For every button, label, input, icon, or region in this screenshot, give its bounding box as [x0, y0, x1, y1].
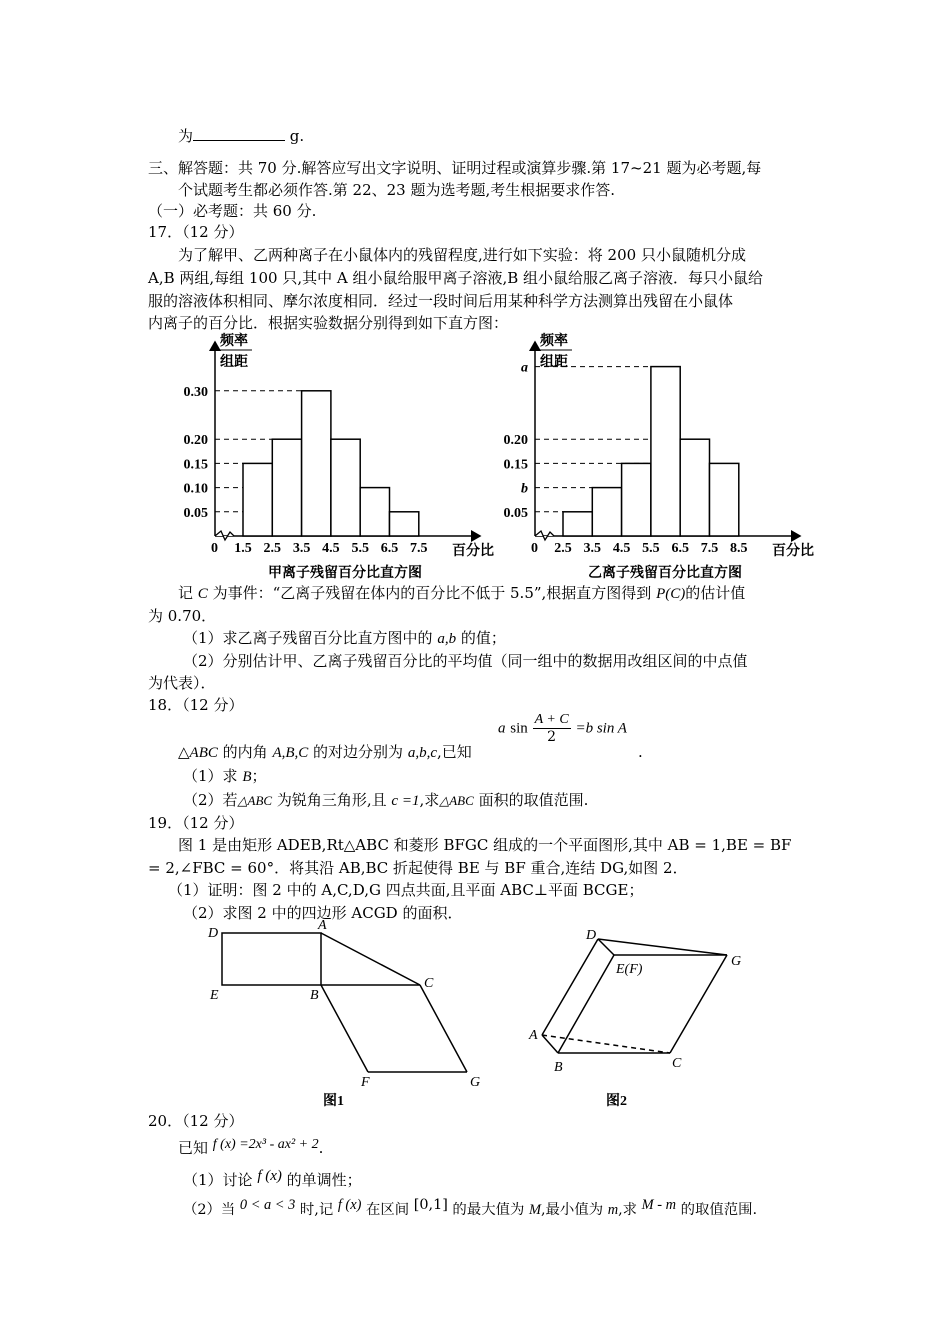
seg-dg: [598, 939, 727, 955]
section-heading: 三、解答题：共 70 分.解答应写出文字说明、证明过程或演算步骤.第 17~21 题为必考题,每: [148, 159, 762, 177]
label-C: C: [672, 1056, 682, 1071]
x-tick-label: 5.5: [351, 541, 369, 556]
q17-sub2: （2）分别估计甲、乙离子残留百分比的平均值（同一组中的数据用改组区间的中点值: [183, 652, 748, 670]
seg-bf: [321, 985, 368, 1072]
q19-text: 图 1 是由矩形 ADEB,Rt△ABC 和菱形 BFGC 组成的一个平面图形,其中 AB = 1,BE = BF: [178, 836, 792, 854]
q17-event: 记 C 为事件：“乙离子残留在体内的百分比不低于 5.5”,根据直方图得到 P(C)的估计值: [178, 584, 746, 602]
q17-text: 服的溶液体积相同、摩尔浓度相同．经过一段时间后用某种科学方法测算出残留在小鼠体: [148, 292, 734, 310]
seg-da: [542, 939, 598, 1035]
label-B: B: [554, 1060, 563, 1075]
histogram-bar: [710, 463, 739, 536]
histogram-bar: [243, 463, 272, 536]
chart-title: 乙离子残留百分比直方图: [588, 566, 742, 581]
seg-cg: [420, 985, 467, 1072]
y-label-bottom: 组距: [540, 355, 568, 370]
histogram-bar: [651, 367, 680, 536]
q17-text: A,B 两组,每组 100 只,其中 A 组小鼠给服甲离子溶液,B 组小鼠给服乙离子溶液．每只小鼠给: [148, 269, 764, 287]
y-label-top: 频率: [540, 334, 568, 349]
q17-sub1: （1）求乙离子残留百分比直方图中的 a,b 的值；: [183, 629, 506, 647]
y-tick-label: 0.05: [503, 505, 528, 521]
figure-2: [542, 939, 727, 1053]
histogram-bar: [592, 488, 621, 536]
seg-ac: [321, 933, 420, 985]
label-G: G: [470, 1075, 481, 1090]
histogram-bar: [360, 488, 389, 536]
y-tick-label: b: [521, 481, 528, 497]
q19-head: 19．（12 分）: [148, 814, 244, 832]
section-heading-cont: 个试题考生都必须作答.第 22、23 题为选考题,考生根据要求作答.: [178, 181, 616, 199]
x-tick-label: 5.5: [642, 541, 660, 556]
q18-sub1: （1）求 B；: [183, 767, 267, 785]
q17-event-cont: 为 0.70．: [148, 607, 217, 625]
label-D: D: [586, 928, 597, 943]
x-tick-label: 6.5: [380, 541, 399, 556]
histogram-bar: [390, 512, 419, 536]
x-tick-label: 3.5: [292, 541, 311, 556]
fig1-caption: 图1: [323, 1094, 344, 1109]
x-tick-label: 4.5: [612, 541, 631, 556]
histogram-bar: [272, 439, 301, 536]
x-tick-label: 3.5: [583, 541, 602, 556]
histogram-bar: [680, 439, 709, 536]
y-tick-label: 0.15: [183, 457, 208, 473]
histograms: [0, 330, 950, 590]
histogram-bar: [622, 463, 651, 536]
y-tick-label: 0.30: [183, 384, 208, 400]
chart-title: 甲离子残留百分比直方图: [268, 566, 422, 581]
seg-eb: [558, 955, 614, 1053]
required-subheading: （一）必考题：共 60 分.: [148, 202, 317, 220]
q20-sub1: （1）讨论 f (x) 的单调性；: [183, 1168, 362, 1189]
label-A: A: [318, 918, 327, 933]
q18-formula-end: .: [638, 743, 643, 761]
x-axis-label: 百分比: [452, 544, 494, 559]
label-G: G: [731, 954, 742, 969]
q17-text: 为了解甲、乙两种离子在小鼠体内的残留程度,进行如下实验：将 200 只小鼠随机分成: [178, 246, 746, 264]
y-label-top: 频率: [220, 334, 248, 349]
y-tick-label: 0.20: [503, 433, 528, 449]
fill-blank-line: 为 g.: [178, 127, 305, 145]
label-C: C: [424, 976, 434, 991]
origin-label: 0: [211, 541, 218, 556]
x-tick-label: 7.5: [410, 541, 428, 556]
q18-formula: a sin $\frac{A + C}{2}$ =b sin A: [498, 712, 627, 745]
q19-sub1: （1）证明：图 2 中的 A,C,D,G 四点共面,且平面 ABC⊥平面 BCGE；: [168, 881, 644, 899]
y-tick-label: a: [521, 360, 528, 376]
q19-sub2: （2）求图 2 中的四边形 ACGD 的面积．: [183, 904, 463, 922]
q20-text: 已知 f (x) =2x³ - ax² + 2.: [178, 1137, 324, 1157]
y-label-bottom: 组距: [220, 355, 248, 370]
fig2-caption: 图2: [606, 1094, 627, 1109]
seg-ab: [542, 1035, 558, 1053]
histogram-bar: [563, 512, 592, 536]
figure-1: [222, 933, 467, 1072]
q18-text: △ABC 的内角 A,B,C 的对边分别为 a,b,c,已知: [178, 743, 472, 761]
label-A: A: [529, 1028, 538, 1043]
label-EF: E(F): [616, 962, 643, 977]
q20-head: 20．（12 分）: [148, 1112, 244, 1130]
q17-text: 内离子的百分比．根据实验数据分别得到如下直方图：: [148, 314, 509, 332]
label-F: F: [361, 1075, 370, 1090]
answer-blank: [193, 126, 285, 141]
q18-sub2: （2）若△ABC 为锐角三角形,且 c =1,求△ABC 面积的取值范围.: [183, 791, 589, 809]
histogram-bar: [331, 439, 360, 536]
x-tick-label: 6.5: [671, 541, 689, 556]
x-tick-label: 2.5: [554, 541, 572, 556]
x-tick-label: 7.5: [700, 541, 719, 556]
y-tick-label: 0.20: [183, 433, 208, 449]
q19-text: = 2,∠FBC = 60°．将其沿 AB,BC 折起使得 BE 与 BF 重合,连结 DG,如图 2．: [148, 859, 688, 877]
x-tick-label: 8.5: [730, 541, 748, 556]
rect-adeb: [222, 933, 321, 985]
label-E: E: [210, 988, 219, 1003]
seg-gc: [670, 955, 727, 1053]
x-axis-label: 百分比: [772, 544, 814, 559]
label-B: B: [310, 988, 319, 1003]
y-tick-label: 0.15: [503, 457, 528, 473]
x-tick-label: 1.5: [234, 541, 252, 556]
q18-head: 18．（12 分）: [148, 696, 244, 714]
q20-sub2: （2）当 0 < a < 3 时,记 f (x) 在区间 [0,1] 的最大值为 M,最小值为 m,求 M - m 的取值范围.: [183, 1197, 758, 1218]
q17-head: 17．（12 分）: [148, 223, 244, 241]
label-D: D: [208, 926, 219, 941]
y-tick-label: 0.10: [183, 481, 208, 497]
histogram-bar: [302, 391, 331, 536]
origin-label: 0: [531, 541, 538, 556]
geometry-figures: [0, 915, 950, 1115]
x-tick-label: 2.5: [263, 541, 282, 556]
y-tick-label: 0.05: [183, 505, 208, 521]
x-tick-label: 4.5: [322, 541, 340, 556]
q17-sub2-cont: 为代表）．: [148, 674, 216, 692]
seg-ac-hidden: [542, 1035, 670, 1053]
